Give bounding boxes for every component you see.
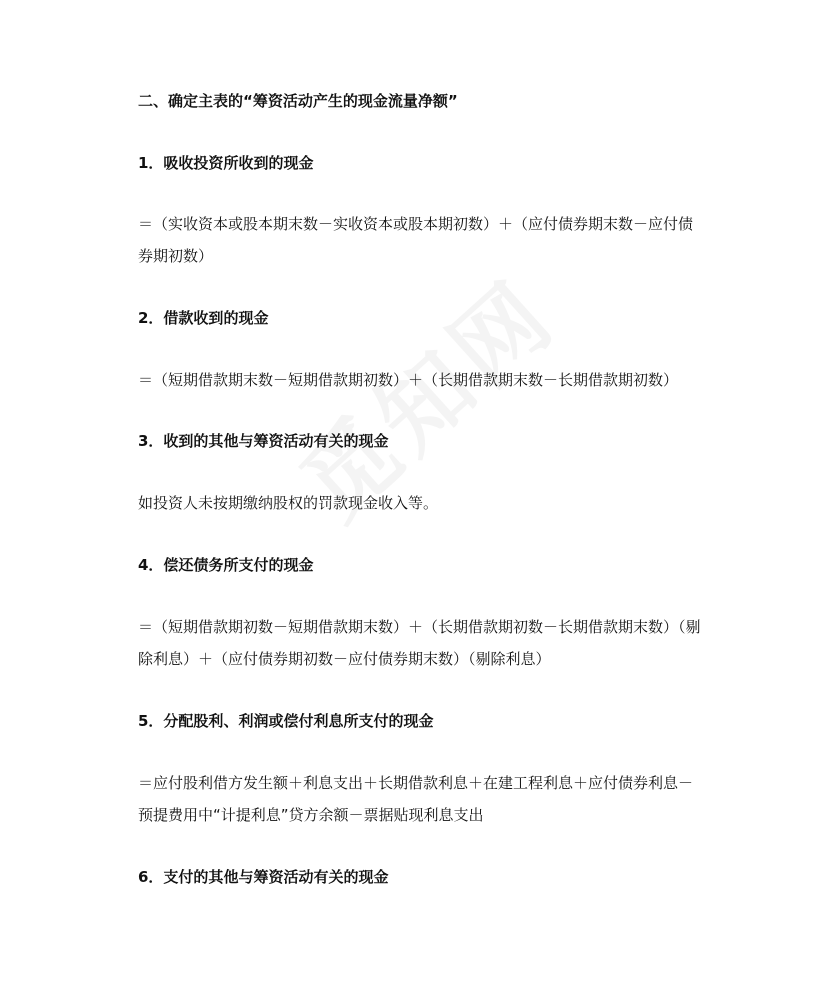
- item-3-title: 3．收到的其他与筹资活动有关的现金: [138, 432, 389, 450]
- item-5-line-1: ＝应付股利借方发生额＋利息支出＋长期借款利息＋在建工程利息＋应付债券利息－: [138, 774, 694, 792]
- item-2-title: 2．借款收到的现金: [138, 309, 269, 327]
- item-4-title: 4．偿还债务所支付的现金: [138, 556, 314, 574]
- item-1-line-2: 券期初数）: [138, 247, 214, 265]
- item-5-line-2: 预提费用中“计提利息”贷方余额－票据贴现利息支出: [138, 806, 484, 824]
- item-1-line-1: ＝（实收资本或股本期末数－实收资本或股本期初数）＋（应付债券期末数－应付债: [138, 215, 694, 233]
- section-title: 二、确定主表的“筹资活动产生的现金流量净额”: [138, 92, 458, 110]
- item-5-title: 5．分配股利、利润或偿付利息所支付的现金: [138, 712, 434, 730]
- item-1-title: 1．吸收投资所收到的现金: [138, 154, 314, 172]
- item-4-line-1: ＝（短期借款期初数－短期借款期末数）＋（长期借款期初数－长期借款期末数）（剔: [138, 618, 701, 636]
- item-6-title: 6．支付的其他与筹资活动有关的现金: [138, 868, 389, 886]
- item-4-line-2: 除利息）＋（应付债券期初数－应付债券期末数）（剔除利息）: [138, 650, 551, 668]
- item-3-line-1: 如投资人未按期缴纳股权的罚款现金收入等。: [138, 494, 439, 512]
- item-2-line-1: ＝（短期借款期末数－短期借款期初数）＋（长期借款期末数－长期借款期初数）: [138, 371, 679, 389]
